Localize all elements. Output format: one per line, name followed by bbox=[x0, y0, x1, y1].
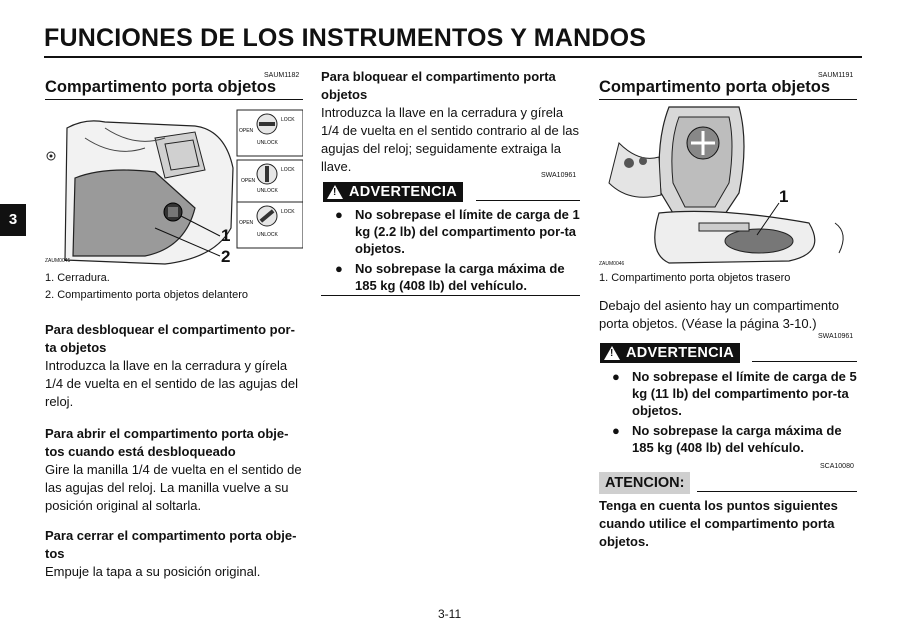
caution-rule bbox=[697, 491, 857, 492]
key1-unlock: UNLOCK bbox=[257, 140, 278, 146]
rear-body: Debajo del asiento hay un compartimento porta objetos. (Véase la página 3-10.) bbox=[599, 298, 839, 331]
chapter-tab: 3 bbox=[0, 204, 26, 236]
callout-2: 2 bbox=[221, 247, 231, 266]
unlock-heading-line1: Para desbloquear el compartimento por- bbox=[45, 322, 295, 337]
key3-open: OPEN bbox=[239, 220, 254, 226]
heading-rule bbox=[599, 99, 857, 100]
warning-icon: ! bbox=[604, 346, 620, 360]
section-code: SAUM1191 bbox=[818, 72, 854, 79]
front-storage-figure bbox=[45, 108, 303, 268]
lock-heading-line2: objetos bbox=[321, 87, 368, 102]
close-body: Empuje la tapa a su posición original. bbox=[45, 564, 261, 579]
open-heading-line1: Para abrir el compartimento porta obje- bbox=[45, 426, 289, 441]
key3-lock: LOCK bbox=[281, 209, 295, 215]
warning-icon: ! bbox=[327, 185, 343, 199]
warning-badge bbox=[323, 182, 463, 202]
heading-rule bbox=[45, 99, 303, 100]
open-heading-line2: tos cuando está desbloqueado bbox=[45, 444, 236, 459]
caution-code: SCA10080 bbox=[820, 463, 854, 470]
caption-item: 1. Cerradura. bbox=[45, 272, 110, 284]
lock-section bbox=[321, 68, 579, 176]
left-captions bbox=[45, 270, 303, 304]
warning-rule bbox=[752, 361, 857, 362]
close-heading-line1: Para cerrar el compartimento porta obje- bbox=[45, 528, 297, 543]
warning-item: ● No sobrepase la carga máxima de 185 kg (408 lb) del vehículo. bbox=[333, 260, 580, 294]
warning-label: ADVERTENCIA bbox=[626, 345, 735, 361]
page-title: FUNCIONES DE LOS INSTRUMENTOS Y MANDOS bbox=[44, 24, 647, 52]
unlock-body: Introduzca la llave en la cerradura y gírela 1/4 de vuelta en el sentido de las agujas del reloj. bbox=[45, 358, 298, 409]
figure-code: ZAUM0046 bbox=[599, 261, 625, 267]
warning-list bbox=[333, 206, 580, 297]
warning-end-rule bbox=[321, 295, 580, 296]
callout-1: 1 bbox=[779, 187, 789, 206]
close-section bbox=[45, 527, 303, 581]
key1-lock: LOCK bbox=[281, 117, 295, 123]
key2-lock: LOCK bbox=[281, 167, 295, 173]
scooter-rear-illustration bbox=[599, 103, 857, 268]
title-rule bbox=[44, 56, 862, 58]
figure-code: ZAUM0045 bbox=[45, 258, 71, 264]
scooter-front-illustration bbox=[45, 108, 303, 268]
warning-item: ● No sobrepase el límite de carga de 1 kg (2.2 lb) del compartimento por-ta objetos. bbox=[333, 206, 580, 257]
caption-item: 2. Compartimento porta objetos delantero bbox=[45, 289, 249, 301]
callout-1: 1 bbox=[221, 226, 231, 245]
caution-text: Tenga en cuenta los puntos siguientes cuando utilice el compartimento porta objetos. bbox=[599, 498, 838, 549]
warning-item: ● No sobrepase el límite de carga de 5 kg (11 lb) del compartimento por-ta objetos. bbox=[610, 368, 857, 419]
close-heading-line2: tos bbox=[45, 546, 65, 561]
section-code: SAUM1182 bbox=[264, 72, 300, 79]
warning-item: ● No sobrepase la carga máxima de 185 kg (408 lb) del vehículo. bbox=[610, 422, 857, 456]
rear-caption: 1. Compartimento porta objetos trasero bbox=[599, 272, 791, 284]
warning-code: SWA10961 bbox=[818, 333, 854, 340]
page-number: 3-11 bbox=[438, 607, 462, 621]
open-section bbox=[45, 425, 303, 515]
warning-badge bbox=[600, 343, 740, 363]
warning-code: SWA10961 bbox=[541, 172, 577, 179]
key2-unlock: UNLOCK bbox=[257, 188, 278, 194]
key1-open: OPEN bbox=[239, 128, 254, 134]
lock-heading-line1: Para bloquear el compartimento porta bbox=[321, 69, 556, 84]
caution-badge: ATENCION: bbox=[599, 472, 690, 494]
open-body: Gire la manilla 1/4 de vuelta en el sentido de las agujas del reloj. La manilla vuelve a su posición original al soltarla. bbox=[45, 462, 302, 513]
warning-rule bbox=[476, 200, 580, 201]
unlock-heading-line2: ta objetos bbox=[45, 340, 107, 355]
key3-unlock: UNLOCK bbox=[257, 232, 278, 238]
right-section-heading: Compartimento porta objetos bbox=[599, 78, 831, 96]
key2-open: OPEN bbox=[241, 178, 256, 184]
rear-storage-figure bbox=[599, 103, 857, 268]
warning-label: ADVERTENCIA bbox=[349, 184, 458, 200]
lock-body: Introduzca la llave en la cerradura y gírela 1/4 de vuelta en el sentido contrario al de las agujas del reloj; seguidamente extraiga la llave. bbox=[321, 105, 580, 174]
unlock-section bbox=[45, 321, 303, 411]
left-section-heading: Compartimento porta objetos bbox=[45, 78, 277, 96]
warning-list bbox=[610, 368, 857, 459]
